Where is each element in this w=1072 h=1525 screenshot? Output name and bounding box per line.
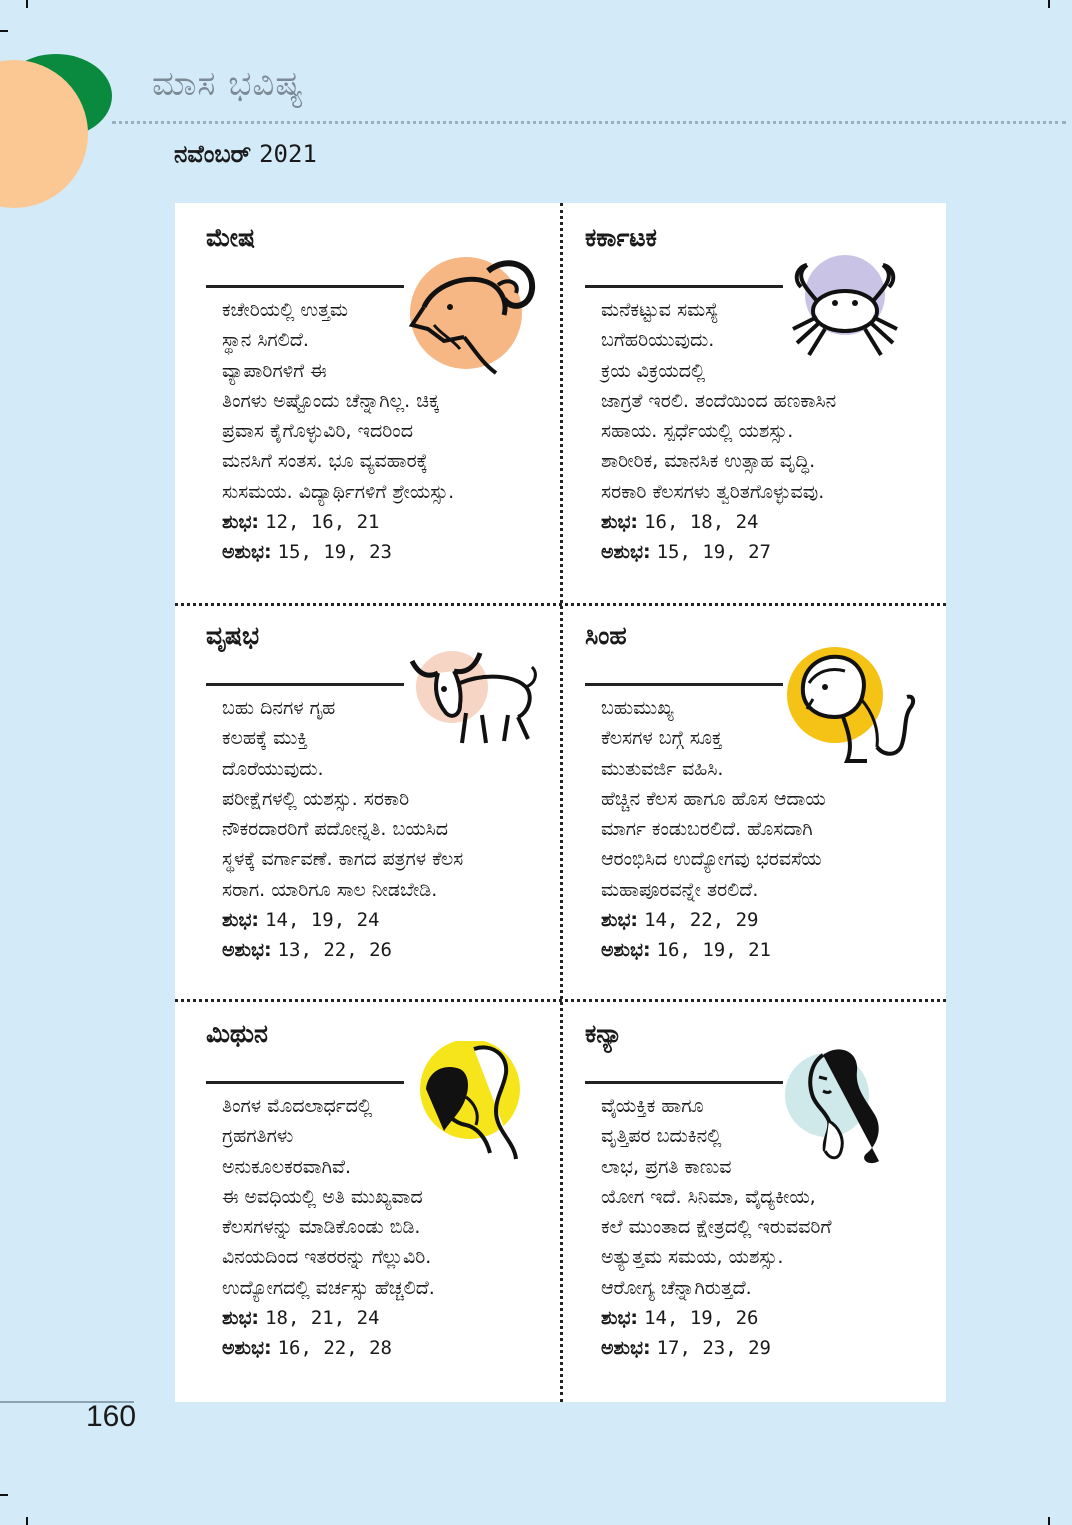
bad-dates-label: ಅಶುಭ: — [222, 939, 272, 962]
description-line: ಯೋಗ ಇದೆ. ಸಿನಿಮಾ, ವೈದ್ಯಕೀಯ, — [601, 1185, 816, 1208]
month-name: ನವೆಂಬರ್ — [174, 140, 252, 168]
bad-dates-label: ಅಶುಭ: — [222, 1337, 272, 1360]
bad-dates — [222, 537, 542, 567]
good-dates-value: 16, 18, 24 — [644, 511, 759, 534]
sign-description — [222, 1091, 542, 1364]
description-line: ಅತ್ಯುತ್ತಮ ಸಮಯ, ಯಶಸ್ಸು. — [601, 1246, 784, 1269]
crop-mark — [1048, 0, 1050, 8]
sign-name: ವೃಷಭ — [206, 621, 260, 650]
description-line: ಸುಸಮಯ. ವಿದ್ಯಾರ್ಥಿಗಳಿಗೆ ಶ್ರೇಯಸ್ಸು. — [222, 480, 455, 503]
good-dates — [601, 905, 921, 935]
description-line: ಕ್ರಯ ವಿಕ್ರಯದಲ್ಲಿ — [601, 359, 706, 382]
sign-name: ಮೇಷ — [206, 223, 255, 252]
description-line: ತಿಂಗಳು ಅಷ್ಟೊಂದು ಚೆನ್ನಾಗಿಲ್ಲ. ಚಿಕ್ಕ — [222, 389, 440, 412]
good-dates — [601, 507, 921, 537]
sign-name: ಕರ್ಕಾಟಕ — [585, 223, 657, 252]
good-dates-label: ಶುಭ: — [601, 1307, 639, 1330]
sign-underline — [206, 1081, 404, 1084]
description-line: ಉದ್ಯೋಗದಲ್ಲಿ ವರ್ಚಸ್ಸು ಹೆಚ್ಚಲಿದೆ. — [222, 1276, 435, 1299]
description-line: ದೊರೆಯುವುದು. — [222, 757, 324, 780]
header-dotted-rule — [112, 121, 1066, 124]
description-line: ಕಲಹಕ್ಕೆ ಮುಕ್ತಿ — [222, 727, 308, 750]
page-number: 160 — [86, 1400, 137, 1433]
crop-mark — [0, 1494, 8, 1496]
row-divider — [175, 603, 946, 606]
description-line: ಜಾಗ್ರತೆ ಇರಲಿ. ತಂದೆಯಿಂದ ಹಣಕಾಸಿನ — [601, 389, 837, 412]
good-dates — [601, 1303, 921, 1333]
description-line: ಮಹಾಪೂರವನ್ನೇ ತರಲಿದೆ. — [601, 878, 759, 901]
sign-name: ಮಿಥುನ — [206, 1019, 268, 1048]
good-dates-label: ಶುಭ: — [601, 909, 639, 932]
bad-dates — [222, 935, 542, 965]
bad-dates-label: ಅಶುಭ: — [601, 541, 651, 564]
bad-dates — [601, 537, 921, 567]
sign-underline — [585, 1081, 783, 1084]
sign-underline — [585, 285, 783, 288]
bad-dates-value: 13, 22, 26 — [277, 939, 392, 962]
description-line: ಪ್ರವಾಸ ಕೈಗೊಳ್ಳುವಿರಿ, ಇದರಿಂದ — [222, 420, 413, 443]
description-line: ಅನುಕೂಲಕರವಾಗಿವೆ. — [222, 1155, 352, 1178]
column-divider — [560, 203, 563, 1402]
sign-underline — [206, 683, 404, 686]
description-line: ಕಲೆ ಮುಂತಾದ ಕ್ಷೇತ್ರದಲ್ಲಿ ಇರುವವರಿಗೆ — [601, 1216, 832, 1239]
description-line: ವೈಯಕ್ತಿಕ ಹಾಗೂ — [601, 1095, 704, 1117]
description-line: ಬಹು ದಿನಗಳ ಗೃಹ — [222, 697, 336, 719]
description-line: ಆರಂಭಿಸಿದ ಉದ್ಯೋಗವು ಭರವಸೆಯ — [601, 848, 822, 871]
good-dates-label: ಶುಭ: — [222, 511, 260, 534]
good-dates-value: 14, 19, 26 — [644, 1307, 759, 1330]
year: 2021 — [259, 140, 317, 168]
sign-description — [601, 1091, 921, 1364]
description-line: ಬಹುಮುಖ್ಯ — [601, 697, 674, 719]
bad-dates-value: 15, 19, 23 — [277, 541, 392, 564]
description-line: ಲಾಭ, ಪ್ರಗತಿ ಕಾಣುವ — [601, 1155, 732, 1178]
description-line: ಮಾರ್ಗ ಕಂಡುಬರಲಿದೆ. ಹೊಸದಾಗಿ — [601, 818, 813, 841]
description-line: ಕೆಲಸಗಳ ಬಗ್ಗೆ ಸೂಕ್ತ — [601, 727, 723, 750]
bad-dates — [601, 935, 921, 965]
good-dates-value: 14, 19, 24 — [265, 909, 380, 932]
description-line: ಮನಸಿಗೆ ಸಂತಸ. ಭೂ ವ್ಯವಹಾರಕ್ಕೆ — [222, 450, 428, 473]
sign-description — [601, 693, 921, 966]
description-line: ಸಹಾಯ. ಸ್ಪರ್ಧೆಯಲ್ಲಿ ಯಶಸ್ಸು. — [601, 420, 794, 443]
description-line: ಈ ಅವಧಿಯಲ್ಲಿ ಅತಿ ಮುಖ್ಯವಾದ — [222, 1185, 423, 1208]
bad-dates-value: 16, 22, 28 — [277, 1337, 392, 1360]
description-line: ಸರಕಾರಿ ಕೆಲಸಗಳು ತ್ವರಿತಗೊಳ್ಳುವವು. — [601, 480, 825, 503]
description-line: ಶಾರೀರಿಕ, ಮಾನಸಿಕ ಉತ್ಸಾಹ ವೃದ್ಧಿ. — [601, 450, 816, 473]
description-line: ಬಗೆಹರಿಯುವುದು. — [601, 329, 715, 352]
description-line: ಗ್ರಹಗತಿಗಳು — [222, 1125, 294, 1148]
good-dates-value: 18, 21, 24 — [265, 1307, 380, 1330]
description-line: ಸರಾಗ. ಯಾರಿಗೂ ಸಾಲ ನೀಡಬೇಡಿ. — [222, 878, 438, 901]
bad-dates — [601, 1333, 921, 1363]
row-divider — [175, 999, 946, 1002]
bad-dates — [222, 1333, 542, 1363]
bad-dates-label: ಅಶುಭ: — [601, 939, 651, 962]
crop-mark — [0, 30, 8, 32]
description-line: ನೌಕರದಾರರಿಗೆ ಪದೋನ್ನತಿ. ಬಯಸಿದ — [222, 818, 449, 841]
good-dates-label: ಶುಭ: — [601, 511, 639, 534]
description-line: ಕಚೇರಿಯಲ್ಲಿ ಉತ್ತಮ — [222, 299, 348, 321]
description-line: ಹೆಚ್ಚಿನ ಕೆಲಸ ಹಾಗೂ ಹೊಸ ಆದಾಯ — [601, 787, 826, 810]
description-line: ಪರೀಕ್ಷೆಗಳಲ್ಲಿ ಯಶಸ್ಸು. ಸರಕಾರಿ — [222, 787, 410, 810]
sign-description — [601, 295, 921, 568]
good-dates-label: ಶುಭ: — [222, 1307, 260, 1330]
sign-underline — [206, 285, 404, 288]
good-dates-value: 12, 16, 21 — [265, 511, 380, 534]
bad-dates-value: 16, 19, 21 — [656, 939, 771, 962]
description-line: ಆರೋಗ್ಯ ಚೆನ್ನಾಗಿರುತ್ತದೆ. — [601, 1276, 752, 1299]
good-dates-label: ಶುಭ: — [222, 909, 260, 932]
good-dates-value: 14, 22, 29 — [644, 909, 759, 932]
bad-dates-label: ಅಶುಭ: — [222, 541, 272, 564]
sign-name: ಕನ್ಯಾ — [585, 1019, 623, 1048]
description-line: ವಿನಯದಿಂದ ಇತರರನ್ನು ಗೆಲ್ಲುವಿರಿ. — [222, 1246, 432, 1269]
description-line: ವೃತ್ತಿಪರ ಬದುಕಿನಲ್ಲಿ — [601, 1125, 722, 1148]
crop-mark — [26, 1517, 28, 1525]
crop-mark — [26, 0, 28, 8]
description-line: ತಿಂಗಳ ಮೊದಲಾರ್ಧದಲ್ಲಿ — [222, 1095, 373, 1117]
horoscope-board — [175, 203, 946, 1402]
good-dates — [222, 905, 542, 935]
crop-mark — [1048, 1517, 1050, 1525]
good-dates — [222, 1303, 542, 1333]
good-dates — [222, 507, 542, 537]
sign-name: ಸಿಂಹ — [585, 621, 627, 650]
sign-underline — [585, 683, 783, 686]
month-label — [174, 140, 317, 168]
sign-description — [222, 295, 542, 568]
sign-description — [222, 693, 542, 966]
bad-dates-value: 15, 19, 27 — [656, 541, 771, 564]
description-line: ಕೆಲಸಗಳನ್ನು ಮಾಡಿಕೊಂಡು ಬಿಡಿ. — [222, 1216, 421, 1239]
bad-dates-label: ಅಶುಭ: — [601, 1337, 651, 1360]
section-title: ಮಾಸ ಭವಿಷ್ಯ — [152, 64, 305, 104]
description-line: ವ್ಯಾಪಾರಿಗಳಿಗೆ ಈ — [222, 359, 327, 382]
description-line: ಮನೆಕಟ್ಟುವ ಸಮಸ್ಯೆ — [601, 299, 719, 321]
description-line: ಸ್ಥಾನ ಸಿಗಲಿದೆ. — [222, 329, 309, 352]
description-line: ಮುತುವರ್ಜಿ ವಹಿಸಿ. — [601, 757, 724, 780]
description-line: ಸ್ಥಳಕ್ಕೆ ವರ್ಗಾವಣೆ. ಕಾಗದ ಪತ್ರಗಳ ಕೆಲಸ — [222, 848, 464, 871]
bad-dates-value: 17, 23, 29 — [656, 1337, 771, 1360]
